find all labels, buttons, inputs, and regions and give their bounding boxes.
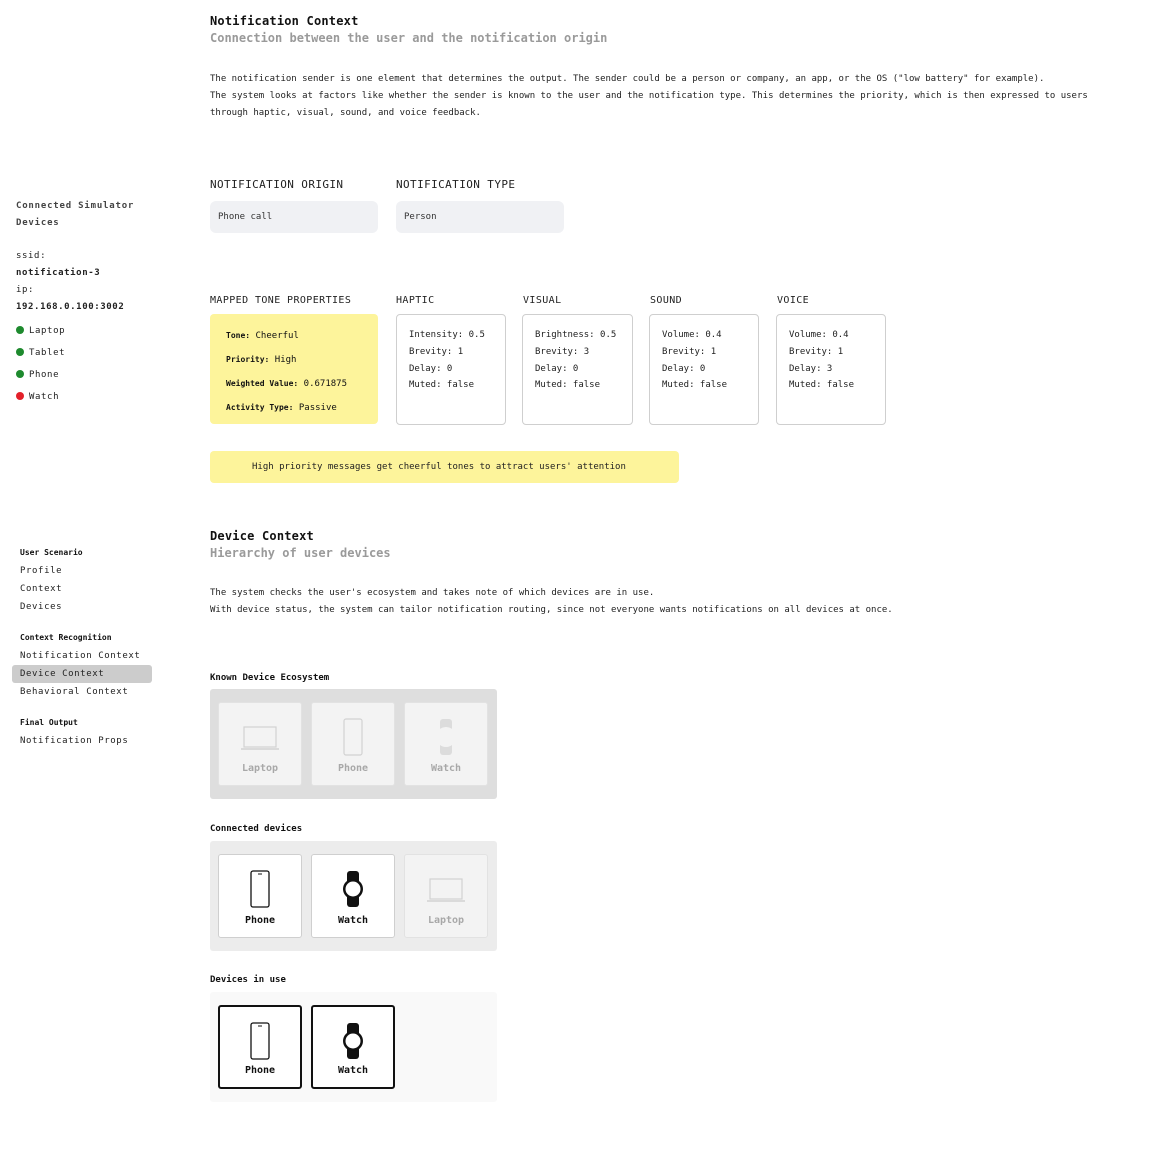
connected-devices-tray <box>210 841 497 951</box>
weighted-value-row: Weighted Value: 0.671875 <box>226 379 348 389</box>
status-dot-icon <box>16 348 24 356</box>
watch-icon <box>312 869 394 909</box>
nav-heading-final-output: Final Output <box>20 718 78 727</box>
mapped-tone-box <box>210 314 378 424</box>
visual-box: Brightness: 0.5 Brevity: 3 Delay: 0 Muted: false <box>522 314 633 425</box>
mapped-tone-label: MAPPED TONE PROPERTIES <box>210 295 352 306</box>
watch-icon <box>313 1021 393 1061</box>
connected-device-laptop[interactable]: Laptop <box>404 854 488 938</box>
ssid-value: notification-3 <box>16 268 101 278</box>
haptic-label: HAPTIC <box>396 295 435 306</box>
devices-in-use-tray <box>210 992 497 1102</box>
laptop-icon <box>219 717 301 757</box>
device-status-watch: Watch <box>16 386 176 408</box>
notification-type-field[interactable]: Person <box>396 201 564 233</box>
section-subtitle: Connection between the user and the notification origin <box>210 31 608 45</box>
phone-icon <box>220 1021 300 1061</box>
nav-heading-user-scenario: User Scenario <box>20 548 83 557</box>
laptop-icon <box>405 869 487 909</box>
connected-device-phone[interactable]: Phone <box>218 854 302 938</box>
ssid-label: ssid: <box>16 251 47 261</box>
nav-item-notification-props[interactable]: Notification Props <box>20 736 129 746</box>
voice-box: Volume: 0.4 Brevity: 1 Delay: 3 Muted: false <box>776 314 886 425</box>
device-status-list <box>16 320 176 408</box>
activity-type-row: Activity Type: Passive <box>226 403 337 413</box>
phone-icon <box>219 869 301 909</box>
nav-item-context[interactable]: Context <box>20 584 63 594</box>
notification-origin-label: NOTIFICATION ORIGIN <box>210 178 344 191</box>
status-dot-icon <box>16 326 24 334</box>
device-status-laptop: Laptop <box>16 320 176 342</box>
notification-type-label: NOTIFICATION TYPE <box>396 178 516 191</box>
notification-context-description: The notification sender is one element that determines the output. The sender could be a person or company, an app, or the OS ("low battery" for example). The system looks at factors like whether the sender is known to the user and the notification type. This determines the priority, which is then expressed to users through haptic, visual, sound, and voice feedback. <box>210 74 1088 118</box>
phone-icon <box>312 717 394 757</box>
notification-origin-field[interactable]: Phone call <box>210 201 378 233</box>
device-context-header <box>210 529 391 560</box>
sound-label: SOUND <box>650 295 683 306</box>
priority-row: Priority: High <box>226 355 297 365</box>
tone-row: Tone: Cheerful <box>226 331 299 341</box>
notification-context-header <box>210 14 607 45</box>
connected-device-watch[interactable]: Watch <box>311 854 395 938</box>
ip-value: 192.168.0.100:3002 <box>16 302 125 312</box>
voice-label: VOICE <box>777 295 810 306</box>
status-dot-icon <box>16 370 24 378</box>
nav-item-behavioral-context[interactable]: Behavioral Context <box>20 687 129 697</box>
nav-item-device-context[interactable]: Device Context <box>12 665 152 683</box>
devices-in-use-label: Devices in use <box>210 975 286 985</box>
device-context-description: The system checks the user's ecosystem and takes note of which devices are in use. With device status, the system can tailor notification routing, since not everyone wants notifications on all devices at once. <box>210 588 893 615</box>
device-status-tablet: Tablet <box>16 342 176 364</box>
connected-devices-label: Connected devices <box>210 824 303 834</box>
haptic-box: Intensity: 0.5 Brevity: 1 Delay: 0 Muted: false <box>396 314 506 425</box>
priority-note: High priority messages get cheerful tones to attract users' attention <box>210 451 679 483</box>
nav-item-devices[interactable]: Devices <box>20 602 63 612</box>
nav-heading-context-recognition: Context Recognition <box>20 633 112 642</box>
inuse-device-phone[interactable]: Phone <box>218 1005 302 1089</box>
known-ecosystem-label: Known Device Ecosystem <box>210 673 330 683</box>
sound-box: Volume: 0.4 Brevity: 1 Delay: 0 Muted: false <box>649 314 759 425</box>
known-device-laptop[interactable]: Laptop <box>218 702 302 786</box>
simulator-panel <box>16 198 176 408</box>
section-title: Notification Context <box>210 14 359 28</box>
known-device-watch[interactable]: Watch <box>404 702 488 786</box>
known-ecosystem-tray <box>210 689 497 799</box>
device-status-phone: Phone <box>16 364 176 386</box>
nav-item-profile[interactable]: Profile <box>20 566 63 576</box>
watch-icon <box>405 717 487 757</box>
nav-item-notification-context[interactable]: Notification Context <box>20 651 141 661</box>
section-title: Device Context <box>210 529 314 543</box>
inuse-device-watch[interactable]: Watch <box>311 1005 395 1089</box>
status-dot-icon <box>16 392 24 400</box>
visual-label: VISUAL <box>523 295 562 306</box>
known-device-phone[interactable]: Phone <box>311 702 395 786</box>
ip-label: ip: <box>16 285 35 295</box>
section-subtitle: Hierarchy of user devices <box>210 546 391 560</box>
simulator-panel-title: Connected Simulator Devices <box>16 201 135 228</box>
